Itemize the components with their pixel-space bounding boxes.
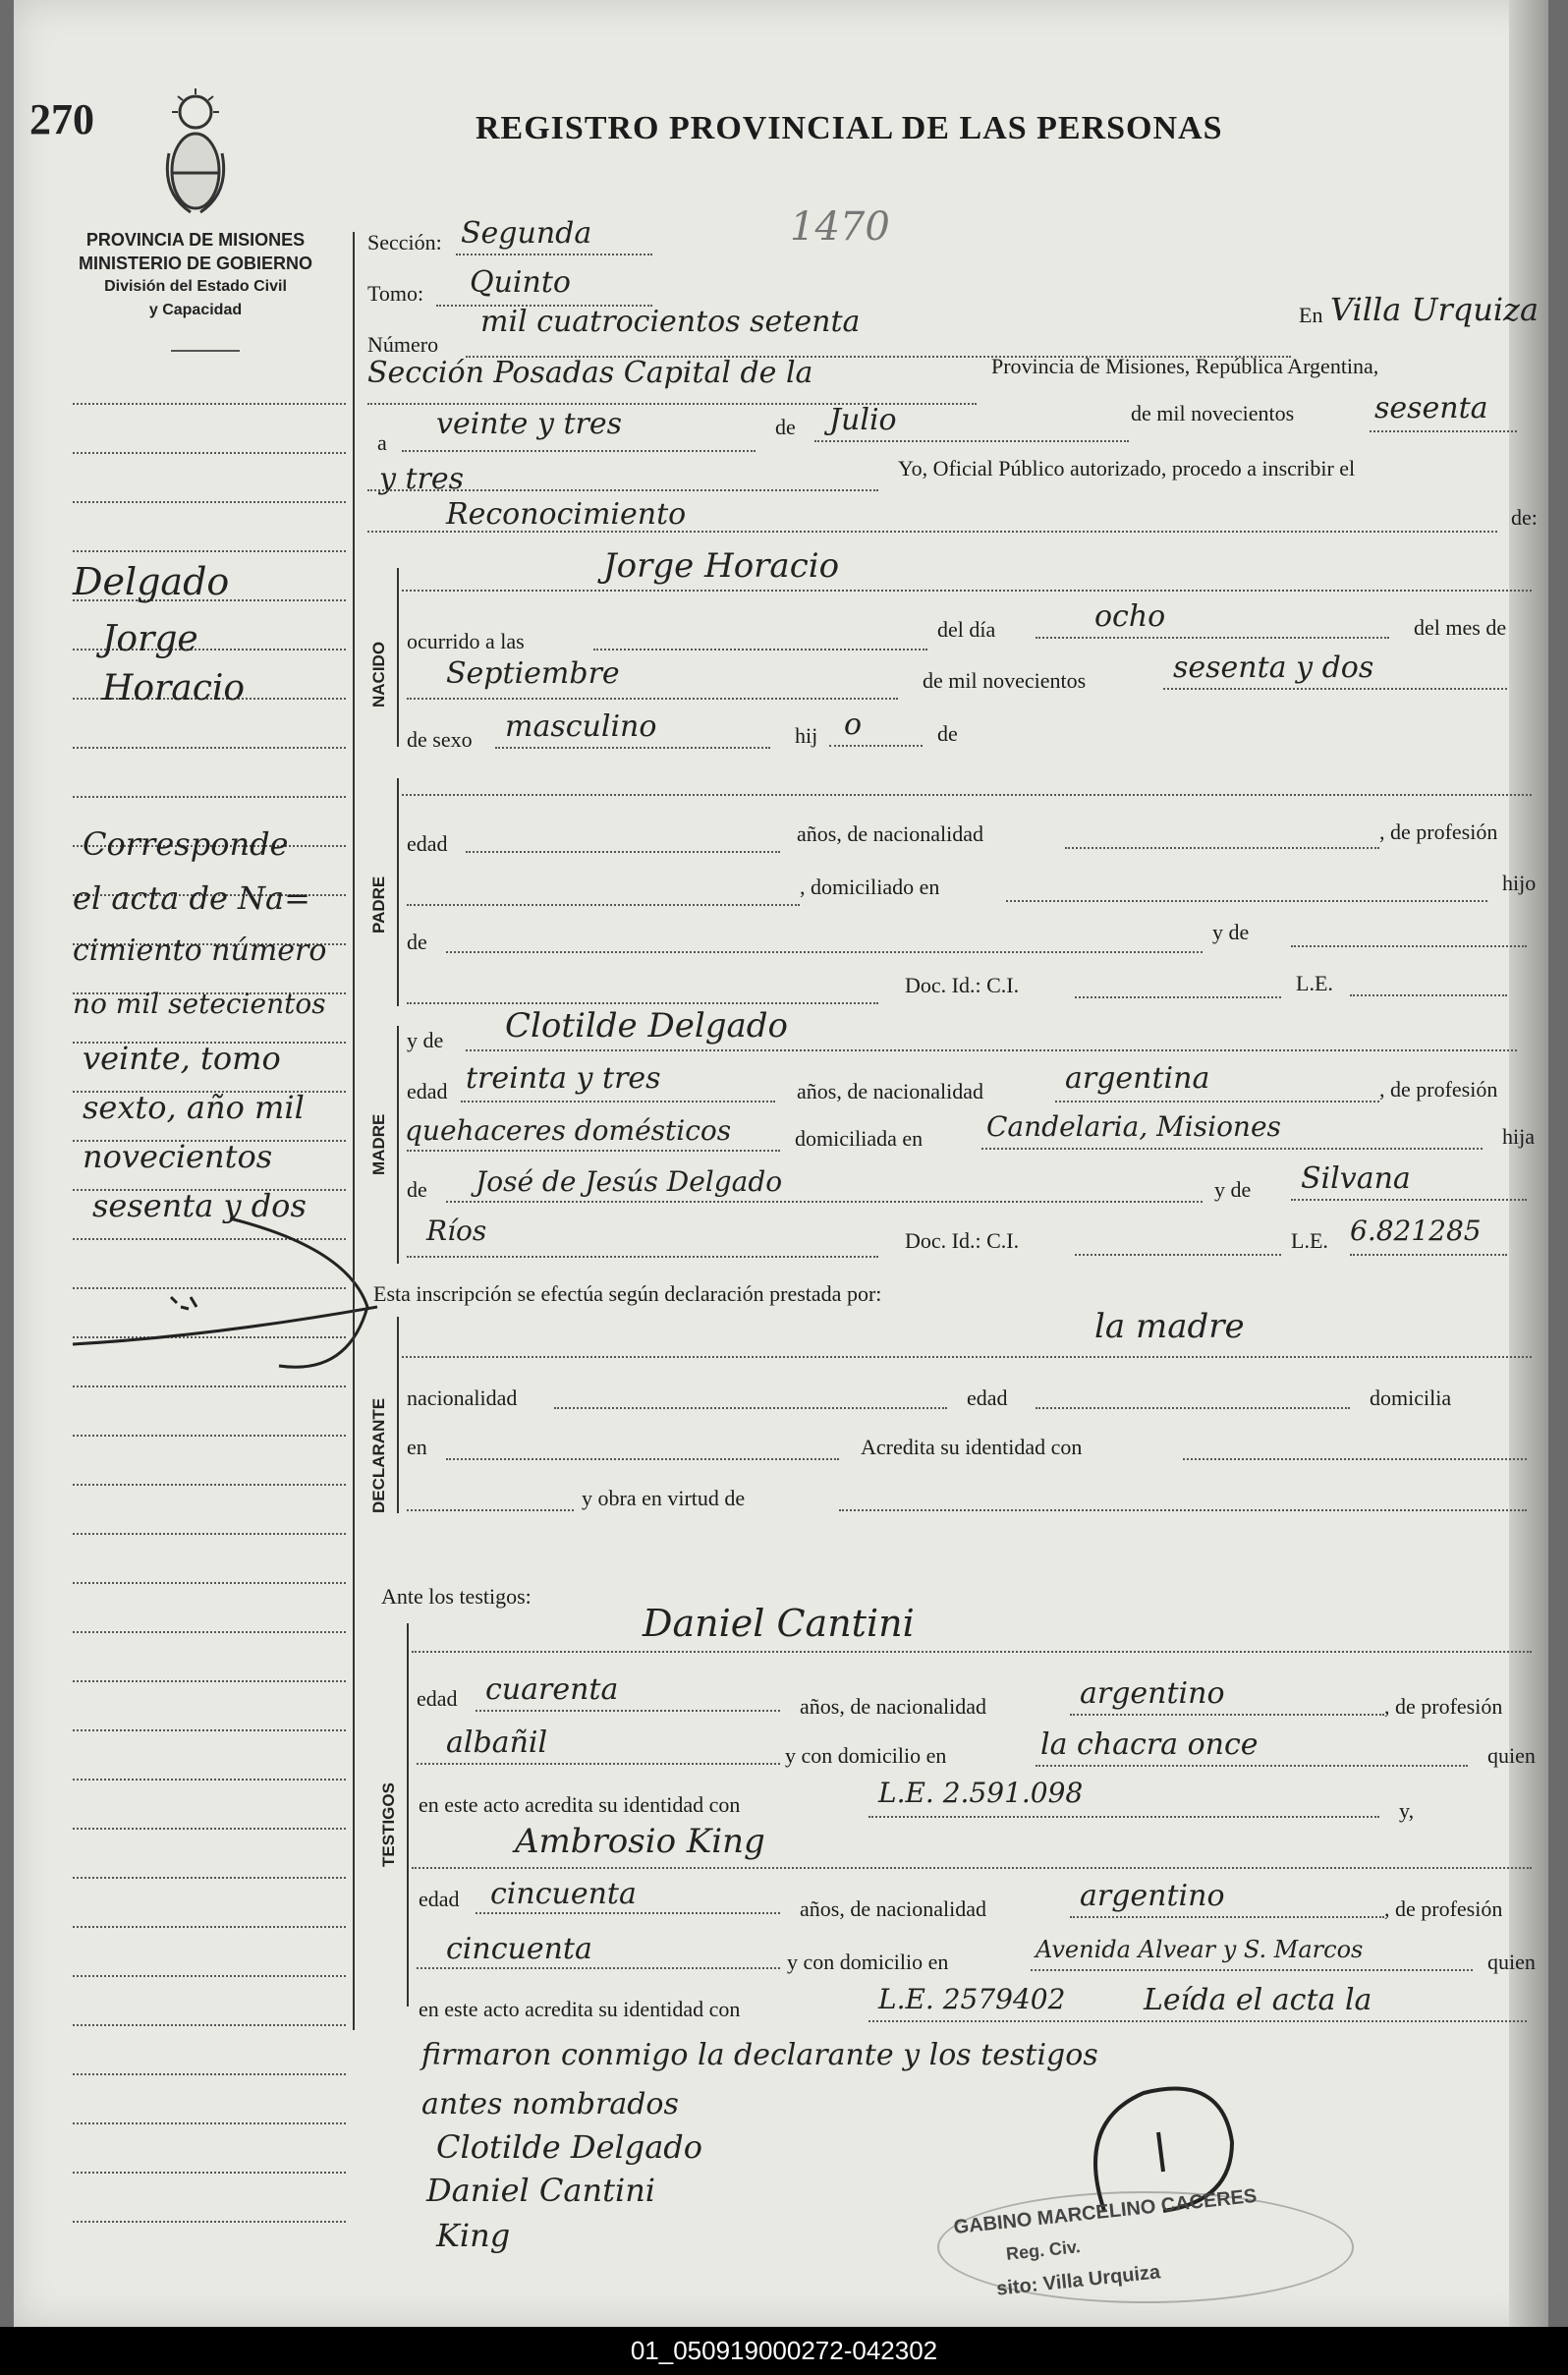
domicilio-label: y con domicilio en — [785, 1743, 947, 1768]
section-bar — [397, 778, 399, 1006]
divider — [171, 350, 240, 352]
nacido-mes-value: Septiembre — [446, 656, 620, 691]
declarante-section-label: DECLARANTE — [369, 1397, 388, 1513]
field-line — [1036, 1765, 1468, 1767]
de-label: de — [937, 721, 958, 746]
section-bar — [397, 568, 399, 747]
field-line — [402, 794, 1532, 796]
field-line — [1070, 1916, 1384, 1918]
testigo1-doc-value: L.E. 2.591.098 — [878, 1777, 1084, 1809]
hija-label: hija — [1502, 1124, 1535, 1149]
field-line — [466, 851, 780, 853]
anio-value: sesenta — [1374, 391, 1488, 425]
declarante-value: la madre — [1094, 1307, 1245, 1346]
field-line — [1370, 430, 1517, 432]
nacionalidad-label: años, de nacionalidad — [800, 1694, 986, 1719]
section-bar — [397, 1317, 399, 1513]
edad-label: edad — [407, 831, 448, 856]
field-line — [1036, 1407, 1350, 1409]
margin-surname: Delgado — [73, 560, 230, 603]
issuer-line: División del Estado Civil — [104, 278, 287, 295]
field-line — [868, 1816, 1379, 1818]
testigo1-nacionalidad-value: argentino — [1080, 1676, 1225, 1711]
stamp-name: GABINO MARCELINO CACERES — [952, 2184, 1259, 2239]
field-line — [412, 1651, 1532, 1653]
field-line — [593, 649, 927, 650]
margin-rule-line — [73, 1729, 346, 1731]
doc-id-label: Doc. Id.: C.I. — [905, 973, 1020, 997]
del-dia-label: del día — [937, 617, 996, 642]
testigo1-domicilio-value: la chacra once — [1040, 1727, 1259, 1762]
issuer-line: MINISTERIO DE GOBIERNO — [78, 254, 313, 273]
field-line — [814, 440, 1129, 442]
closing-line-3: antes nombrados — [421, 2087, 679, 2121]
column-border — [353, 232, 355, 2030]
margin-name: Horacio — [102, 668, 246, 708]
field-line — [417, 1967, 780, 1969]
hijo-label: hijo — [1502, 871, 1537, 895]
field-line — [1055, 1101, 1379, 1103]
mes-value: Julio — [829, 403, 897, 437]
field-line — [495, 747, 770, 749]
image-id-footer: 01_050919000272-042302 — [0, 2327, 1568, 2375]
testigo1-nombre-value: Daniel Cantini — [643, 1602, 915, 1645]
profesion-label: , de profesión — [1379, 1077, 1498, 1102]
declaracion-intro: Esta inscripción se efectúa según declaración prestada por: — [373, 1281, 882, 1306]
edad-label: edad — [417, 1686, 458, 1711]
margin-note-line: sesenta y dos — [92, 1187, 307, 1224]
margin-note-line: cimiento número — [73, 933, 327, 968]
field-line — [407, 1150, 780, 1152]
signature-madre: Clotilde Delgado — [436, 2128, 703, 2166]
field-line — [1291, 1199, 1527, 1201]
closing-line-2: firmaron conmigo la declarante y los testigos — [421, 2038, 1098, 2072]
margin-rule-line — [73, 1926, 346, 1928]
field-line — [446, 1201, 1203, 1203]
seccion-label: Sección: — [367, 230, 442, 254]
field-line — [1291, 945, 1527, 947]
seccion-value: Segunda — [461, 216, 592, 251]
madre-le-value: 6.821285 — [1350, 1215, 1482, 1247]
margin-rule-line — [73, 2024, 346, 2026]
field-line — [461, 1101, 775, 1103]
margin-rule-line — [73, 1828, 346, 1830]
document-title: REGISTRO PROVINCIAL DE LAS PERSONAS — [476, 110, 1223, 146]
field-line — [476, 1710, 780, 1712]
field-line — [1183, 1458, 1527, 1460]
field-line — [407, 1509, 574, 1511]
margin-rule-line — [73, 1779, 346, 1781]
edad-label: edad — [967, 1385, 1008, 1410]
le-label: L.E. — [1296, 971, 1333, 995]
field-line — [1163, 688, 1507, 690]
en-value: Villa Urquiza — [1330, 291, 1540, 328]
tipo-inscripcion-value: Reconocimiento — [446, 497, 687, 532]
y-label: y, — [1399, 1798, 1415, 1823]
sexo-label: de sexo — [407, 727, 473, 752]
field-line — [407, 698, 898, 700]
quien-label: quien — [1487, 1743, 1536, 1768]
madre-madre-value-2: Ríos — [426, 1215, 487, 1247]
domicilio-label: y con domicilio en — [787, 1950, 949, 1974]
nacionalidad-label: años, de nacionalidad — [800, 1896, 986, 1921]
margin-rule-line — [73, 1533, 346, 1535]
acredita-label: Acredita su identidad con — [861, 1435, 1083, 1459]
testigo1-profesion-value: albañil — [446, 1725, 548, 1760]
testigo1-edad-value: cuarenta — [485, 1672, 619, 1707]
field-line — [407, 1256, 878, 1258]
quien-label: quien — [1487, 1950, 1536, 1974]
margin-rule-line — [73, 2073, 346, 2075]
numero-value: mil cuatrocientos setenta — [480, 305, 861, 339]
edad-label: edad — [407, 1079, 448, 1103]
margin-rule-line — [73, 2122, 346, 2124]
testigo2-doc-value: L.E. 2579402 — [878, 1983, 1066, 2015]
de-label: de — [407, 1177, 427, 1202]
field-line — [839, 1509, 1527, 1511]
field-line — [407, 904, 800, 906]
madre-madre-value: Silvana — [1301, 1161, 1411, 1196]
field-line — [402, 1356, 1532, 1358]
field-line — [446, 951, 1203, 953]
del-mes-label: del mes de — [1414, 615, 1507, 640]
y-de-label: y de — [1214, 1177, 1252, 1202]
margin-rule-line — [73, 1877, 346, 1879]
mil-text: de mil novecientos — [1131, 401, 1295, 425]
coat-of-arms-icon — [161, 85, 230, 222]
closing-line-1: Leída el acta la — [1144, 1983, 1372, 2017]
field-line — [402, 450, 756, 452]
page-number: 270 — [29, 95, 94, 143]
en-label: en — [407, 1435, 427, 1459]
domiciliado-label: , domiciliado en — [800, 875, 940, 899]
field-line — [868, 2020, 1527, 2022]
margin-note-line: novecientos — [83, 1138, 273, 1175]
mil-novecientos-label: de mil novecientos — [923, 668, 1087, 693]
signature-testigo-2: King — [436, 2217, 511, 2254]
margin-rule-line — [73, 1582, 346, 1584]
virtud-label: y obra en virtud de — [582, 1486, 746, 1510]
field-line — [1350, 1254, 1507, 1256]
margin-rule-line — [73, 501, 346, 503]
madre-domicilio-value: Candelaria, Misiones — [986, 1110, 1281, 1143]
margin-rule-line — [73, 796, 346, 798]
padre-section-label: PADRE — [369, 876, 388, 933]
margin-note-line: veinte, tomo — [83, 1040, 281, 1077]
edad-label: edad — [419, 1887, 460, 1911]
field-line — [981, 1148, 1483, 1150]
margin-name: Jorge — [102, 619, 198, 659]
field-line — [407, 1002, 878, 1004]
field-line — [412, 1867, 1532, 1869]
ocurrido-label: ocurrido a las — [407, 629, 525, 653]
acredita-label: en este acto acredita su identidad con — [419, 1997, 741, 2021]
margin-note-line: sexto, año mil — [83, 1089, 305, 1126]
field-line — [446, 1458, 839, 1460]
seccion-capital-value: Sección Posadas Capital de la — [367, 356, 813, 390]
domiciliada-label: domiciliada en — [795, 1126, 924, 1151]
nacido-section-label: NACIDO — [369, 641, 388, 707]
margin-rule-line — [73, 2172, 346, 2174]
field-line — [1065, 847, 1379, 849]
madre-edad-value: treinta y tres — [466, 1061, 661, 1096]
numero-label: Número — [367, 332, 439, 357]
de-label: de — [775, 415, 796, 439]
field-line — [1075, 1254, 1281, 1256]
profesion-label: , de profesión — [1384, 1896, 1503, 1921]
y-de-label: y de — [1212, 920, 1250, 944]
field-line — [1006, 900, 1487, 902]
margin-rule-line — [73, 1680, 346, 1682]
stamp-registry: Reg. Civ. — [1005, 2236, 1082, 2264]
page-edge — [1509, 0, 1548, 2327]
testigos-section-label: TESTIGOS — [379, 1782, 398, 1867]
margin-rule-line — [73, 452, 346, 454]
margin-rule-line — [73, 1975, 346, 1977]
issuer-line: y Capacidad — [148, 302, 243, 318]
field-line — [367, 531, 1497, 533]
field-line — [1031, 1969, 1473, 1971]
a-label: a — [377, 430, 387, 455]
issuer-header — [73, 228, 318, 322]
de-label: de — [407, 930, 427, 954]
testigo2-domicilio-value: Avenida Alvear y S. Marcos — [1036, 1936, 1364, 1963]
madre-nacionalidad-value: argentina — [1065, 1061, 1210, 1096]
field-line — [1075, 996, 1281, 998]
le-label: L.E. — [1291, 1228, 1328, 1253]
testigo2-edad-value: cincuenta — [490, 1877, 637, 1911]
margin-note-line: el acta de Na= — [73, 879, 310, 917]
profesion-label: , de profesión — [1384, 1694, 1503, 1719]
nacionalidad-label: años, de nacionalidad — [797, 821, 983, 846]
nombre-value: Jorge Horacio — [603, 546, 840, 586]
document-sheet — [14, 0, 1548, 2327]
sexo-value: masculino — [505, 709, 657, 744]
nacionalidad-label: años, de nacionalidad — [797, 1079, 983, 1103]
domicilia-label: domicilia — [1370, 1385, 1452, 1410]
testigo2-nombre-value: Ambrosio King — [515, 1822, 765, 1861]
field-line — [1070, 1714, 1384, 1716]
anio-value-2: y tres — [379, 462, 465, 496]
hij-value: o — [844, 707, 863, 742]
section-bar — [397, 1026, 399, 1264]
profesion-label: , de profesión — [1379, 820, 1498, 844]
testigo2-nacionalidad-value: argentino — [1080, 1879, 1225, 1913]
field-line — [476, 1912, 780, 1914]
margin-rule-line — [73, 1631, 346, 1633]
madre-padre-value: José de Jesús Delgado — [476, 1165, 783, 1198]
field-line — [456, 254, 652, 255]
field-line — [829, 745, 923, 747]
testigos-intro: Ante los testigos: — [381, 1584, 532, 1609]
issuer-line: PROVINCIA DE MISIONES — [85, 230, 306, 250]
signature-testigo-1: Daniel Cantini — [426, 2172, 656, 2209]
madre-profesion-value: quehaceres domésticos — [405, 1114, 732, 1147]
margin-rule-line — [73, 2221, 346, 2223]
testigo2-profesion-value: cincuenta — [446, 1932, 592, 1966]
acredita-label: en este acto acredita su identidad con — [419, 1792, 741, 1817]
oficial-text: Yo, Oficial Público autorizado, procedo a inscribir el — [898, 456, 1356, 481]
field-line — [466, 1049, 1517, 1051]
en-label: En — [1299, 303, 1323, 327]
nacido-anio-value: sesenta y dos — [1173, 650, 1374, 685]
margin-rule-line — [73, 1484, 346, 1486]
margin-note-line: Corresponde — [83, 825, 289, 863]
madre-nombre-value: Clotilde Delgado — [505, 1006, 788, 1046]
tomo-label: Tomo: — [367, 281, 424, 306]
stamp-location: sito: Villa Urquiza — [995, 2261, 1162, 2300]
field-line — [402, 590, 1532, 592]
de-label: de: — [1511, 505, 1538, 530]
margin-rule-line — [73, 1435, 346, 1437]
field-line — [554, 1407, 947, 1409]
madre-section-label: MADRE — [369, 1113, 388, 1175]
nacionalidad-label: nacionalidad — [407, 1385, 518, 1410]
hij-label: hij — [795, 723, 818, 748]
margin-rule-line — [73, 747, 346, 749]
tomo-value: Quinto — [470, 265, 571, 300]
field-line — [367, 489, 878, 491]
doc-id-label: Doc. Id.: C.I. — [905, 1228, 1020, 1253]
y-de-label: y de — [407, 1028, 444, 1052]
field-line — [1350, 994, 1507, 996]
acta-number: 1470 — [790, 204, 890, 250]
margin-rule-line — [73, 403, 346, 405]
field-line — [1036, 637, 1389, 639]
section-bar — [407, 1623, 409, 2007]
margin-note-line: no mil setecientos — [73, 988, 326, 1020]
nacido-dia-value: ocho — [1094, 599, 1166, 634]
dia-value: veinte y tres — [436, 407, 622, 441]
margin-rule-line — [73, 550, 346, 552]
field-line — [417, 1763, 780, 1765]
provincia-text: Provincia de Misiones, República Argentina, — [991, 354, 1379, 378]
